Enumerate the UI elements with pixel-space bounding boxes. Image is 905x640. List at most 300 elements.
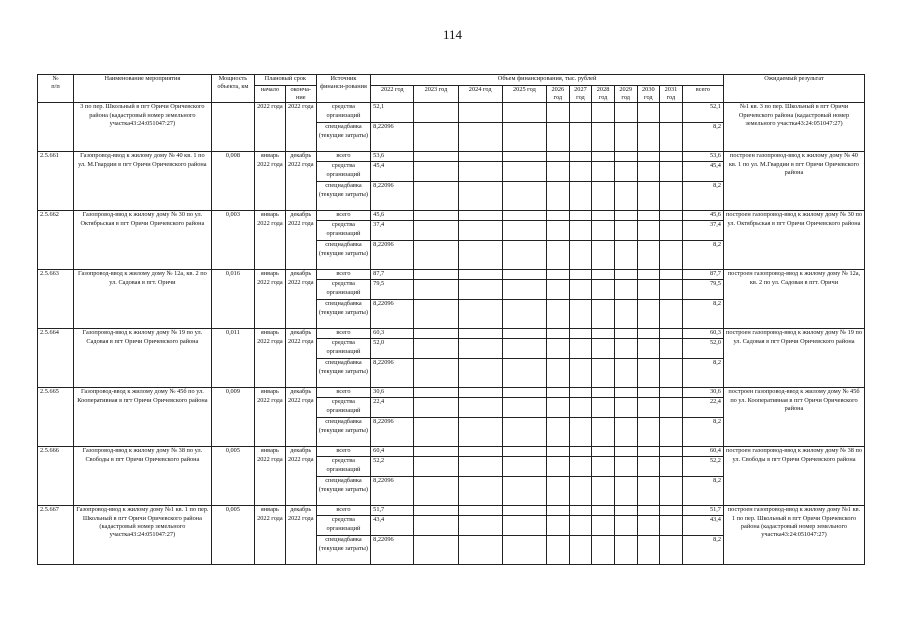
funding-year-empty (660, 388, 683, 398)
funding-year-empty (592, 339, 615, 359)
funding-source: спецнадбавка (текущие затраты) (316, 359, 371, 388)
header-year: 2022 год (371, 86, 414, 103)
funding-source: спецнадбавка (текущие затраты) (316, 536, 371, 565)
funding-year-empty (502, 447, 546, 457)
page-number: 114 (442, 27, 463, 42)
funding-year-empty (660, 516, 683, 536)
funding-year-empty (592, 506, 615, 516)
funding-year-empty (660, 359, 683, 388)
header-row-1 (38, 75, 865, 86)
funding-year-empty (660, 103, 683, 123)
funding-total: 52,0 (682, 339, 723, 359)
item-start: январь 2022 года (254, 506, 285, 565)
expected-result: №1 кв. 3 по пер. Школьный в пгт Оричи Оричевского района (кадастровый номер земельного участка43:24:051047:27) (723, 103, 864, 152)
funding-total: 8,2 (682, 477, 723, 506)
funding-year-empty (502, 339, 546, 359)
funding-year-empty (660, 182, 683, 211)
item-name: Газопровод-ввод к жилому дому № 40 кв. 1 по ул. М.Гвардии в пгт Оричи Оричевского района (73, 152, 211, 211)
funding-total: 51,7 (682, 506, 723, 516)
item-end: декабрь 2022 года (285, 211, 316, 270)
funding-year-empty (547, 162, 570, 182)
funding-year-empty (569, 447, 592, 457)
funding-year-empty (414, 270, 458, 280)
funding-year-empty (502, 457, 546, 477)
funding-total: 60,4 (682, 447, 723, 457)
header-total: всего (682, 86, 723, 103)
header-year: 2023 год (414, 86, 458, 103)
expected-result: построен газопровод-ввод к жилому дому № 38 по ул. Свободы в пгт Оричи Оричевского района (723, 447, 864, 506)
header-result: Ожидаемый результат (723, 75, 864, 103)
funding-source: средства организаций (316, 162, 371, 182)
funding-year-empty (569, 359, 592, 388)
funding-2022: 52,0 (371, 339, 414, 359)
item-end: декабрь 2022 года (285, 447, 316, 506)
item-capacity: 0,005 (211, 447, 254, 506)
funding-year-empty (547, 152, 570, 162)
item-end: декабрь 2022 года (285, 506, 316, 565)
funding-year-empty (547, 506, 570, 516)
funding-year-empty (458, 339, 502, 359)
funding-year-empty (637, 329, 660, 339)
header-num: № п/п (38, 75, 74, 103)
item-name: 3 по пер. Школьный в пгт Оричи Оричевского района (кадастровый номер земельного участка43:24:051047:27) (73, 103, 211, 152)
item-number (38, 103, 74, 152)
funding-year-empty (458, 329, 502, 339)
funding-year-empty (592, 457, 615, 477)
funding-year-empty (458, 457, 502, 477)
item-end: декабрь 2022 года (285, 388, 316, 447)
expected-result: построен газопровод-ввод к жилому дому № 19 по ул. Садовая в пгт Оричи Оричевского района (723, 329, 864, 388)
funding-year-empty (569, 182, 592, 211)
funding-year-empty (569, 457, 592, 477)
funding-year-empty (569, 270, 592, 280)
funding-year-empty (614, 123, 637, 152)
funding-year-empty (614, 457, 637, 477)
funding-source: средства организаций (316, 103, 371, 123)
expected-result: построен газопровод-ввод к жилому дому № 45б по ул. Кооперативная в пгт Оричи Оричевского района (723, 388, 864, 447)
funding-year-empty (569, 329, 592, 339)
funding-year-empty (614, 398, 637, 418)
item-capacity: 0,011 (211, 329, 254, 388)
header-year: 2030 год (637, 86, 660, 103)
funding-2022: 37,4 (371, 221, 414, 241)
funding-2022: 8,22096 (371, 300, 414, 329)
funding-year-empty (614, 506, 637, 516)
funding-year-empty (637, 152, 660, 162)
funding-year-empty (637, 280, 660, 300)
funding-year-empty (569, 103, 592, 123)
funding-year-empty (592, 162, 615, 182)
funding-year-empty (458, 241, 502, 270)
funding-year-empty (614, 270, 637, 280)
expected-result: построен газопровод-ввод к жилому дому №1 кв. 1 по пер. Школьный в пгт Оричи Оричевского района (кадастровый номер земельного участка43:24:051047:27) (723, 506, 864, 565)
item-capacity: 0,008 (211, 152, 254, 211)
header-year: 2027 год (569, 86, 592, 103)
funding-source: спецнадбавка (текущие затраты) (316, 300, 371, 329)
funding-year-empty (569, 123, 592, 152)
funding-total: 60,3 (682, 329, 723, 339)
item-capacity (211, 103, 254, 152)
funding-year-empty (458, 506, 502, 516)
funding-year-empty (614, 300, 637, 329)
funding-year-empty (637, 388, 660, 398)
funding-2022: 60,3 (371, 329, 414, 339)
header-term-end: оконча-ние (285, 86, 316, 103)
funding-year-empty (660, 270, 683, 280)
header-name: Наименование мероприятия (73, 75, 211, 103)
item-name: Газопровод-ввод к жилому дому № 19 по ул. Садовая в пгт Оричи Оричевского района (73, 329, 211, 388)
funding-year-empty (637, 398, 660, 418)
funding-2022: 8,22096 (371, 241, 414, 270)
funding-year-empty (592, 359, 615, 388)
funding-year-empty (569, 241, 592, 270)
funding-2022: 51,7 (371, 506, 414, 516)
funding-year-empty (592, 388, 615, 398)
funding-year-empty (414, 506, 458, 516)
funding-year-empty (547, 123, 570, 152)
funding-year-empty (547, 359, 570, 388)
item-name: Газопровод-ввод к жилому дому № 30 по ул. Октябрьская в пгт Оричи Оричевского района (73, 211, 211, 270)
funding-total: 87,7 (682, 270, 723, 280)
funding-year-empty (660, 339, 683, 359)
funding-year-empty (547, 339, 570, 359)
funding-2022: 53,6 (371, 152, 414, 162)
funding-2022: 8,22096 (371, 477, 414, 506)
funding-year-empty (547, 211, 570, 221)
funding-year-empty (547, 536, 570, 565)
funding-source: средства организаций (316, 339, 371, 359)
funding-year-empty (569, 300, 592, 329)
funding-year-empty (569, 388, 592, 398)
funding-source: спецнадбавка (текущие затраты) (316, 418, 371, 447)
funding-year-empty (502, 162, 546, 182)
table-row (38, 211, 865, 221)
funding-year-empty (637, 103, 660, 123)
funding-year-empty (592, 221, 615, 241)
funding-year-empty (458, 300, 502, 329)
funding-year-empty (569, 398, 592, 418)
funding-year-empty (547, 477, 570, 506)
funding-year-empty (547, 457, 570, 477)
table-row (38, 103, 865, 123)
funding-year-empty (502, 536, 546, 565)
funding-year-empty (414, 359, 458, 388)
funding-2022: 60,4 (371, 447, 414, 457)
funding-year-empty (502, 398, 546, 418)
funding-year-empty (502, 182, 546, 211)
funding-year-empty (660, 418, 683, 447)
funding-year-empty (592, 211, 615, 221)
header-year: 2029 год (614, 86, 637, 103)
funding-year-empty (502, 516, 546, 536)
funding-year-empty (660, 221, 683, 241)
funding-year-empty (458, 270, 502, 280)
funding-year-empty (414, 241, 458, 270)
funding-year-empty (637, 339, 660, 359)
funding-year-empty (637, 536, 660, 565)
funding-year-empty (614, 241, 637, 270)
funding-total: 53,6 (682, 152, 723, 162)
funding-year-empty (592, 516, 615, 536)
item-end: декабрь 2022 года (285, 152, 316, 211)
item-start: январь 2022 года (254, 447, 285, 506)
header-year: 2031 год (660, 86, 683, 103)
funding-year-empty (637, 506, 660, 516)
item-number: 2.5.661 (38, 152, 74, 211)
funding-year-empty (414, 457, 458, 477)
funding-year-empty (502, 103, 546, 123)
funding-year-empty (660, 447, 683, 457)
funding-total: 52,2 (682, 457, 723, 477)
funding-year-empty (569, 211, 592, 221)
funding-year-empty (502, 123, 546, 152)
funding-year-empty (660, 152, 683, 162)
funding-year-empty (547, 182, 570, 211)
item-capacity: 0,003 (211, 211, 254, 270)
header-year: 2024 год (458, 86, 502, 103)
funding-total: 45,4 (682, 162, 723, 182)
funding-year-empty (502, 280, 546, 300)
funding-2022: 30,6 (371, 388, 414, 398)
funding-year-empty (414, 221, 458, 241)
funding-year-empty (637, 457, 660, 477)
funding-year-empty (592, 329, 615, 339)
item-name: Газопровод-ввод к жилому дому № 38 по ул. Свободы в пгт Оричи Оричевского района (73, 447, 211, 506)
funding-year-empty (502, 221, 546, 241)
table-row (38, 270, 865, 280)
funding-year-empty (660, 477, 683, 506)
funding-year-empty (502, 241, 546, 270)
funding-total: 8,2 (682, 359, 723, 388)
funding-2022: 45,4 (371, 162, 414, 182)
funding-year-empty (414, 280, 458, 300)
funding-year-empty (569, 152, 592, 162)
funding-2022: 87,7 (371, 270, 414, 280)
item-capacity: 0,005 (211, 506, 254, 565)
funding-year-empty (614, 477, 637, 506)
funding-total: 8,2 (682, 182, 723, 211)
funding-year-empty (569, 339, 592, 359)
funding-source: всего (316, 506, 371, 516)
funding-source: средства организаций (316, 280, 371, 300)
funding-year-empty (592, 270, 615, 280)
funding-year-empty (592, 398, 615, 418)
funding-total: 8,2 (682, 418, 723, 447)
table-row (38, 329, 865, 339)
funding-total: 22,4 (682, 398, 723, 418)
funding-year-empty (414, 300, 458, 329)
funding-source: всего (316, 329, 371, 339)
expected-result: построен газопровод-ввод к жилому дому № 30 по ул. Октябрьская в пгт Оричи Оричевского района (723, 211, 864, 270)
funding-year-empty (637, 162, 660, 182)
item-number: 2.5.666 (38, 447, 74, 506)
funding-year-empty (637, 221, 660, 241)
funding-year-empty (614, 359, 637, 388)
funding-year-empty (547, 280, 570, 300)
funding-year-empty (414, 103, 458, 123)
funding-year-empty (660, 241, 683, 270)
funding-year-empty (569, 536, 592, 565)
funding-source: спецнадбавка (текущие затраты) (316, 123, 371, 152)
funding-year-empty (547, 241, 570, 270)
funding-source: спецнадбавка (текущие затраты) (316, 241, 371, 270)
item-number: 2.5.664 (38, 329, 74, 388)
funding-year-empty (660, 329, 683, 339)
funding-year-empty (569, 280, 592, 300)
header-funding: Объем финансирования, тыс. рублей (371, 75, 724, 86)
funding-year-empty (414, 516, 458, 536)
funding-year-empty (458, 162, 502, 182)
funding-year-empty (414, 329, 458, 339)
funding-total: 79,5 (682, 280, 723, 300)
funding-total: 43,4 (682, 516, 723, 536)
item-capacity: 0,016 (211, 270, 254, 329)
funding-year-empty (660, 457, 683, 477)
funding-year-empty (637, 123, 660, 152)
funding-2022: 8,22096 (371, 182, 414, 211)
funding-year-empty (614, 221, 637, 241)
funding-year-empty (502, 418, 546, 447)
funding-year-empty (547, 447, 570, 457)
funding-year-empty (502, 506, 546, 516)
funding-year-empty (637, 359, 660, 388)
funding-2022: 8,22096 (371, 123, 414, 152)
funding-year-empty (614, 339, 637, 359)
funding-year-empty (660, 506, 683, 516)
funding-year-empty (458, 221, 502, 241)
funding-source: всего (316, 447, 371, 457)
funding-year-empty (458, 211, 502, 221)
funding-year-empty (414, 182, 458, 211)
funding-year-empty (637, 182, 660, 211)
funding-year-empty (614, 536, 637, 565)
funding-total: 45,6 (682, 211, 723, 221)
table-row (38, 388, 865, 398)
funding-year-empty (592, 477, 615, 506)
funding-year-empty (458, 536, 502, 565)
item-name: Газопровод-ввод к жилому дому № 12а, кв. 2 по ул. Садовая в пгт. Оричи (73, 270, 211, 329)
funding-year-empty (614, 516, 637, 536)
item-end: декабрь 2022 года (285, 329, 316, 388)
funding-year-empty (414, 162, 458, 182)
table-row (38, 506, 865, 516)
funding-year-empty (660, 536, 683, 565)
table-body (38, 103, 865, 565)
funding-year-empty (458, 123, 502, 152)
funding-year-empty (592, 123, 615, 152)
item-start: 2022 года (254, 103, 285, 152)
funding-year-empty (414, 388, 458, 398)
item-name: Газопровод-ввод к жилому дому №1 кв. 1 по пер. Школьный в пгт Оричи Оричевского района (кадастровый номер земельного участка43:24:051047:27) (73, 506, 211, 565)
funding-source: всего (316, 152, 371, 162)
table-row (38, 447, 865, 457)
funding-year-empty (660, 280, 683, 300)
funding-year-empty (547, 103, 570, 123)
funding-2022: 22,4 (371, 398, 414, 418)
funding-year-empty (637, 418, 660, 447)
funding-year-empty (614, 162, 637, 182)
funding-year-empty (414, 447, 458, 457)
funding-year-empty (614, 103, 637, 123)
funding-total: 52,1 (682, 103, 723, 123)
funding-year-empty (414, 536, 458, 565)
header-year: 2025 год (502, 86, 546, 103)
funding-year-empty (458, 152, 502, 162)
funding-year-empty (569, 516, 592, 536)
funding-year-empty (660, 211, 683, 221)
funding-year-empty (592, 418, 615, 447)
funding-year-empty (414, 339, 458, 359)
funding-year-empty (458, 103, 502, 123)
item-number: 2.5.662 (38, 211, 74, 270)
item-end: декабрь 2022 года (285, 270, 316, 329)
funding-year-empty (614, 388, 637, 398)
funding-year-empty (547, 418, 570, 447)
funding-year-empty (458, 388, 502, 398)
funding-total: 8,2 (682, 123, 723, 152)
funding-year-empty (502, 270, 546, 280)
header-plan-term: Плановый срок (254, 75, 316, 86)
funding-year-empty (637, 300, 660, 329)
funding-year-empty (614, 447, 637, 457)
funding-source: средства организаций (316, 398, 371, 418)
header-year: 2026 год (547, 86, 570, 103)
funding-total: 8,2 (682, 536, 723, 565)
funding-year-empty (414, 152, 458, 162)
funding-year-empty (502, 152, 546, 162)
funding-year-empty (592, 300, 615, 329)
funding-year-empty (614, 329, 637, 339)
funding-year-empty (660, 398, 683, 418)
funding-year-empty (502, 359, 546, 388)
funding-year-empty (592, 280, 615, 300)
item-number: 2.5.667 (38, 506, 74, 565)
item-name: Газопровод-ввод к жилому дому № 45б по ул. Кооперативная в пгт Оричи Оричевского района (73, 388, 211, 447)
funding-total: 8,2 (682, 241, 723, 270)
table-row (38, 152, 865, 162)
funding-year-empty (458, 447, 502, 457)
funding-year-empty (592, 241, 615, 270)
item-start: январь 2022 года (254, 388, 285, 447)
funding-year-empty (547, 329, 570, 339)
item-capacity: 0,009 (211, 388, 254, 447)
item-start: январь 2022 года (254, 211, 285, 270)
funding-year-empty (637, 211, 660, 221)
funding-year-empty (414, 211, 458, 221)
funding-year-empty (414, 123, 458, 152)
funding-year-empty (502, 388, 546, 398)
funding-year-empty (458, 182, 502, 211)
funding-source: всего (316, 270, 371, 280)
expected-result: построен газопровод-ввод к жилому дому № 40 кв. 1 по ул. М.Гвардии в пгт Оричи Оричевского района (723, 152, 864, 211)
funding-year-empty (614, 152, 637, 162)
item-number: 2.5.665 (38, 388, 74, 447)
header-capacity: Мощность объекта, км (211, 75, 254, 103)
item-end: 2022 года (285, 103, 316, 152)
funding-year-empty (637, 270, 660, 280)
funding-year-empty (569, 162, 592, 182)
funding-year-empty (547, 388, 570, 398)
funding-source: всего (316, 211, 371, 221)
funding-2022: 8,22096 (371, 359, 414, 388)
funding-year-empty (502, 211, 546, 221)
item-number: 2.5.663 (38, 270, 74, 329)
funding-year-empty (547, 516, 570, 536)
funding-total: 8,2 (682, 300, 723, 329)
funding-2022: 79,5 (371, 280, 414, 300)
funding-table (37, 74, 865, 565)
funding-year-empty (569, 506, 592, 516)
